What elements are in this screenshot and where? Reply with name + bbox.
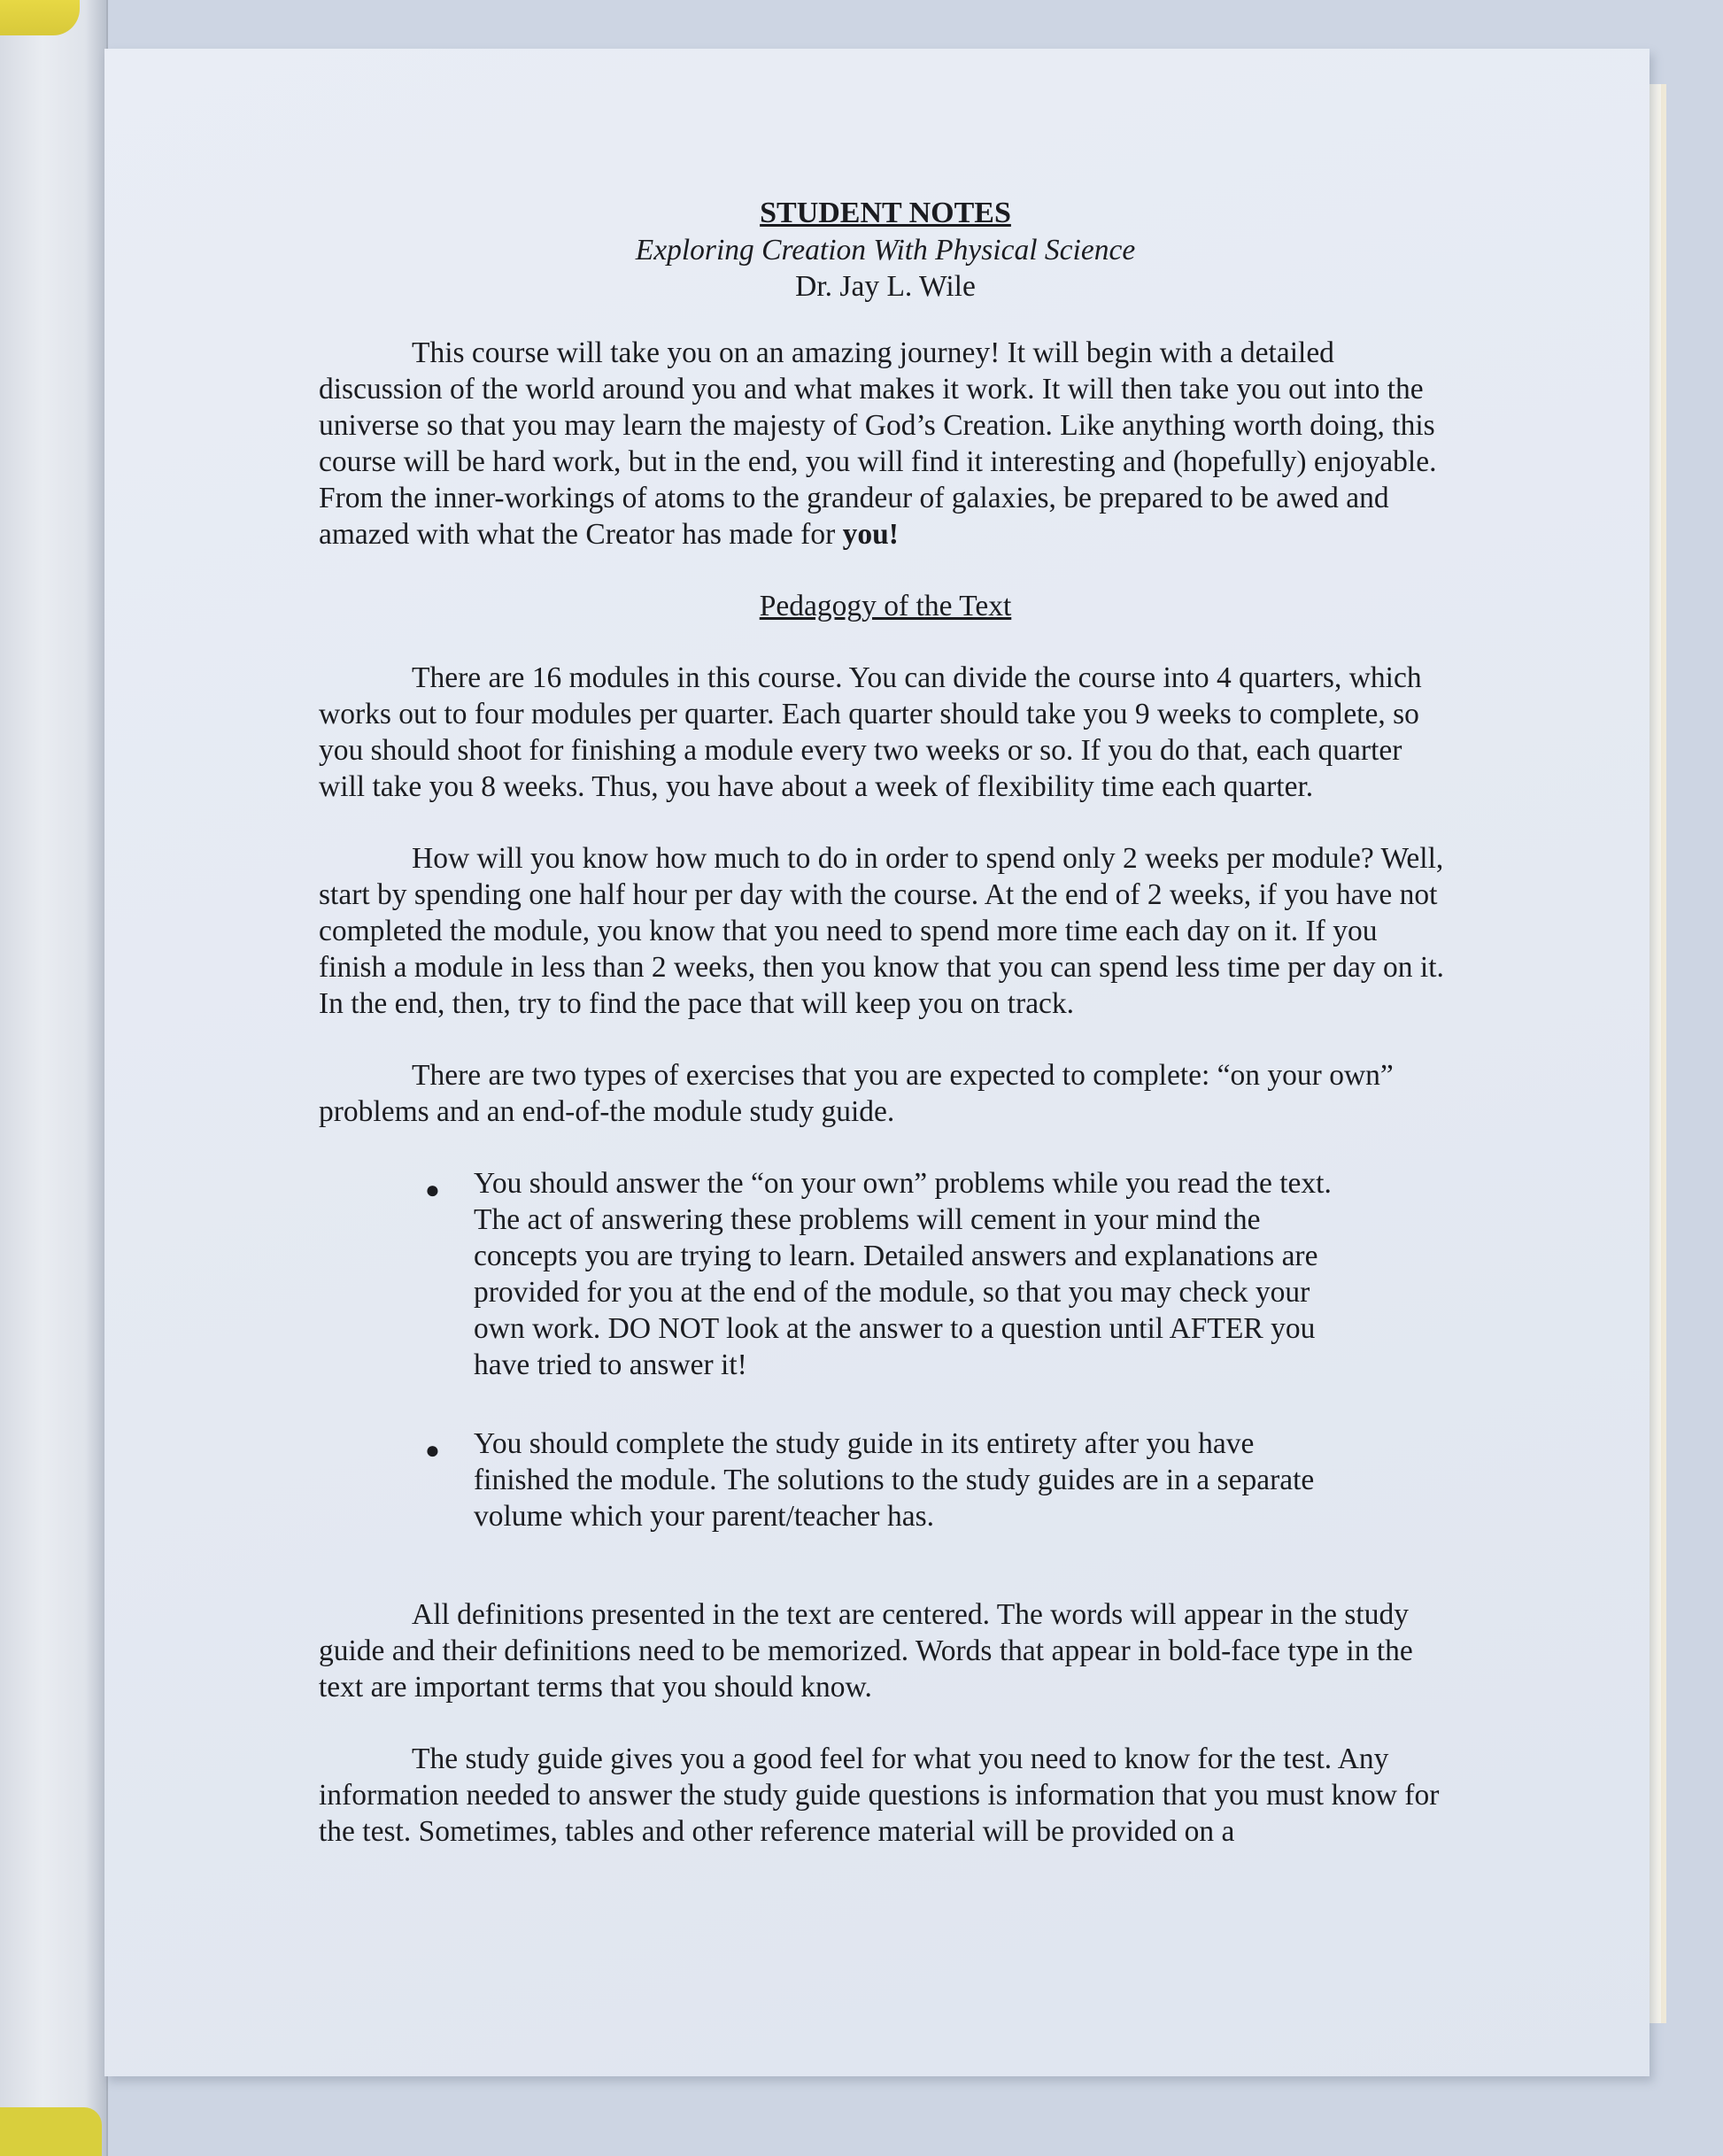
document-title: STUDENT NOTES (760, 197, 1011, 229)
document-subtitle: Exploring Creation With Physical Science (635, 234, 1136, 267)
paragraph-pace: How will you know how much to do in order to spend only 2 weeks per module? Well, start by spending one half hour per day with the course. At the end of 2 weeks, if you have not completed the module, you know that you need to spend more time each day on it. If you finish a module in less than 2 weeks, then you know that you can spend less time per day on it. In the end, then, try to find the pace that will keep you on track. (319, 842, 1444, 1020)
exercise-bullet-list (319, 1165, 1337, 1534)
book-cover-edge-top (0, 0, 80, 35)
list-item (425, 1165, 1337, 1383)
page-content (319, 195, 1452, 1885)
paragraph-modules: There are 16 modules in this course. You can divide the course into 4 quarters, which works out to four modules per quarter. Each quarter should take you 9 weeks to complete, so you should shoot for finishing a module every two weeks or so. If you do that, each quarter will take you 8 weeks. Thus, you have about a week of flexibility time each quarter. (319, 661, 1422, 803)
document-author: Dr. Jay L. Wile (795, 270, 976, 303)
bullet-icon: ● (425, 1177, 440, 1204)
bullet-text-on-your-own: You should answer the “on your own” problems while you read the text. The act of answering these problems will cement in your mind the concepts you are trying to learn. Detailed answers and explanations are provided for you at the end of the module, so that you may check your own work. DO NOT look at the answer to a question until AFTER you have tried to answer it! (474, 1167, 1332, 1381)
bullet-text-study-guide: You should complete the study guide in its entirety after you have finished the module. The solutions to the study guides are in a separate volume which your parent/teacher has. (474, 1427, 1315, 1533)
book-cover-edge-bottom (0, 2107, 102, 2156)
intro-paragraph (319, 335, 1452, 553)
list-item (425, 1426, 1337, 1534)
paragraph-definitions: All definitions presented in the text are centered. The words will appear in the study guide and their definitions need to be memorized. Words that appear in bold-face type in the text are important terms that you should know. (319, 1598, 1413, 1704)
section-heading: Pedagogy of the Text (759, 590, 1012, 622)
intro-emphasis: you! (842, 518, 899, 551)
paragraph-study-guide: The study guide gives you a good feel for what you need to know for the test. Any information needed to answer the study guide questions is information that you must know for the test. Sometimes, tables and other reference material will be provided on a (319, 1743, 1440, 1848)
intro-text: This course will take you on an amazing journey! It will begin with a detailed discussion of the world around you and what makes it work. It will then take you out into the universe so that you may learn the majesty of God’s Creation. Like anything worth doing, this course will be hard work, but in the end, you will find it interesting and (hopefully) enjoyable. From the inner-workings of atoms to the grandeur of galaxies, be prepared to be awed and amazed with what the Creator has made for (319, 336, 1437, 551)
paragraph-exercises: There are two types of exercises that you are expected to complete: “on your own” problems and an end-of-the module study guide. (319, 1059, 1394, 1128)
bullet-icon: ● (425, 1437, 440, 1464)
book-spine (0, 0, 108, 2156)
